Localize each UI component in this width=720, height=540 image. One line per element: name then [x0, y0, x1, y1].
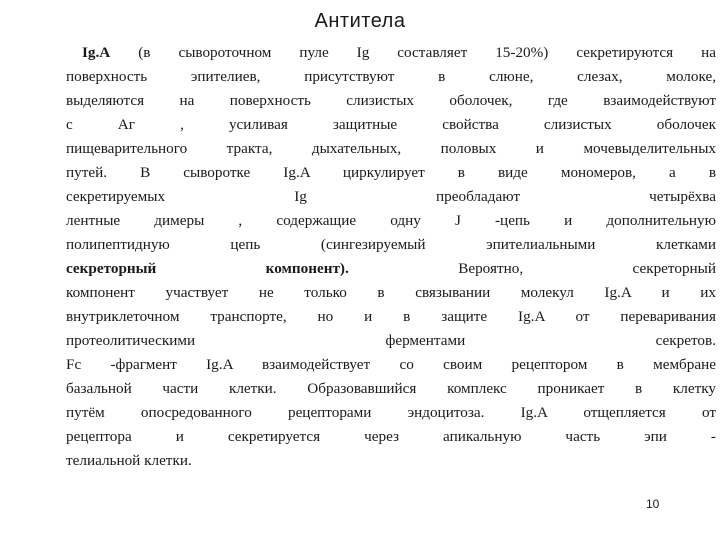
text-line: внутриклеточном транспорте, но и в защите Ig.A от переваривания — [66, 308, 716, 325]
text-line: поверхность эпителиев, присутствуют в слюне, слезах, молоке, — [66, 68, 716, 85]
text-line: путём опосредованного рецепторами эндоцитоза. Ig.A отщепляется от — [66, 404, 716, 421]
slide-title: Антитела — [314, 10, 406, 32]
body-paragraph — [66, 41, 716, 473]
page-number: 10 — [646, 497, 660, 511]
text-line: Fc -фрагмент Ig.A взаимодействует со своим рецептором в мембране — [66, 356, 716, 373]
text-line: протеолитическими ферментами секретов. — [66, 332, 716, 349]
text-line: выделяются на поверхность слизистых оболочек, где взаимодействуют — [66, 92, 716, 109]
text-line: базальной части клетки. Образовавшийся комплекс проникает в клетку — [66, 380, 716, 397]
text-line: путей. В сыворотке Ig.A циркулирует в виде мономеров, а в — [66, 164, 716, 181]
text-line: полипептидную цепь (сингезируемый эпителиальными клетками — [66, 236, 716, 253]
text-line — [66, 257, 716, 281]
bold-term: Ig.A — [82, 44, 111, 61]
text-fragment: (в сывороточном пуле Ig составляет 15-20%) секретируются на — [110, 44, 716, 61]
text-line: телиальной клетки. — [66, 452, 192, 469]
text-line: с Аг , усиливая защитные свойства слизистых оболочек — [66, 116, 716, 133]
text-fragment: Вероятно, секреторный — [348, 260, 717, 277]
bold-term: секреторный компонент). — [66, 260, 349, 277]
text-line: лентные димеры , содержащие одну J -цепь и дополнительную — [66, 212, 716, 229]
text-line: компонент участвует не только в связывании молекул Ig.A и их — [66, 284, 716, 301]
text-line: пищеварительного тракта, дыхательных, половых и мочевыделительных — [66, 140, 716, 157]
text-line: секретируемых Ig преобладают четырёхва — [66, 188, 716, 205]
text-line — [66, 41, 716, 65]
text-line: рецептора и секретируется через апикальную часть эпи - — [66, 428, 716, 445]
